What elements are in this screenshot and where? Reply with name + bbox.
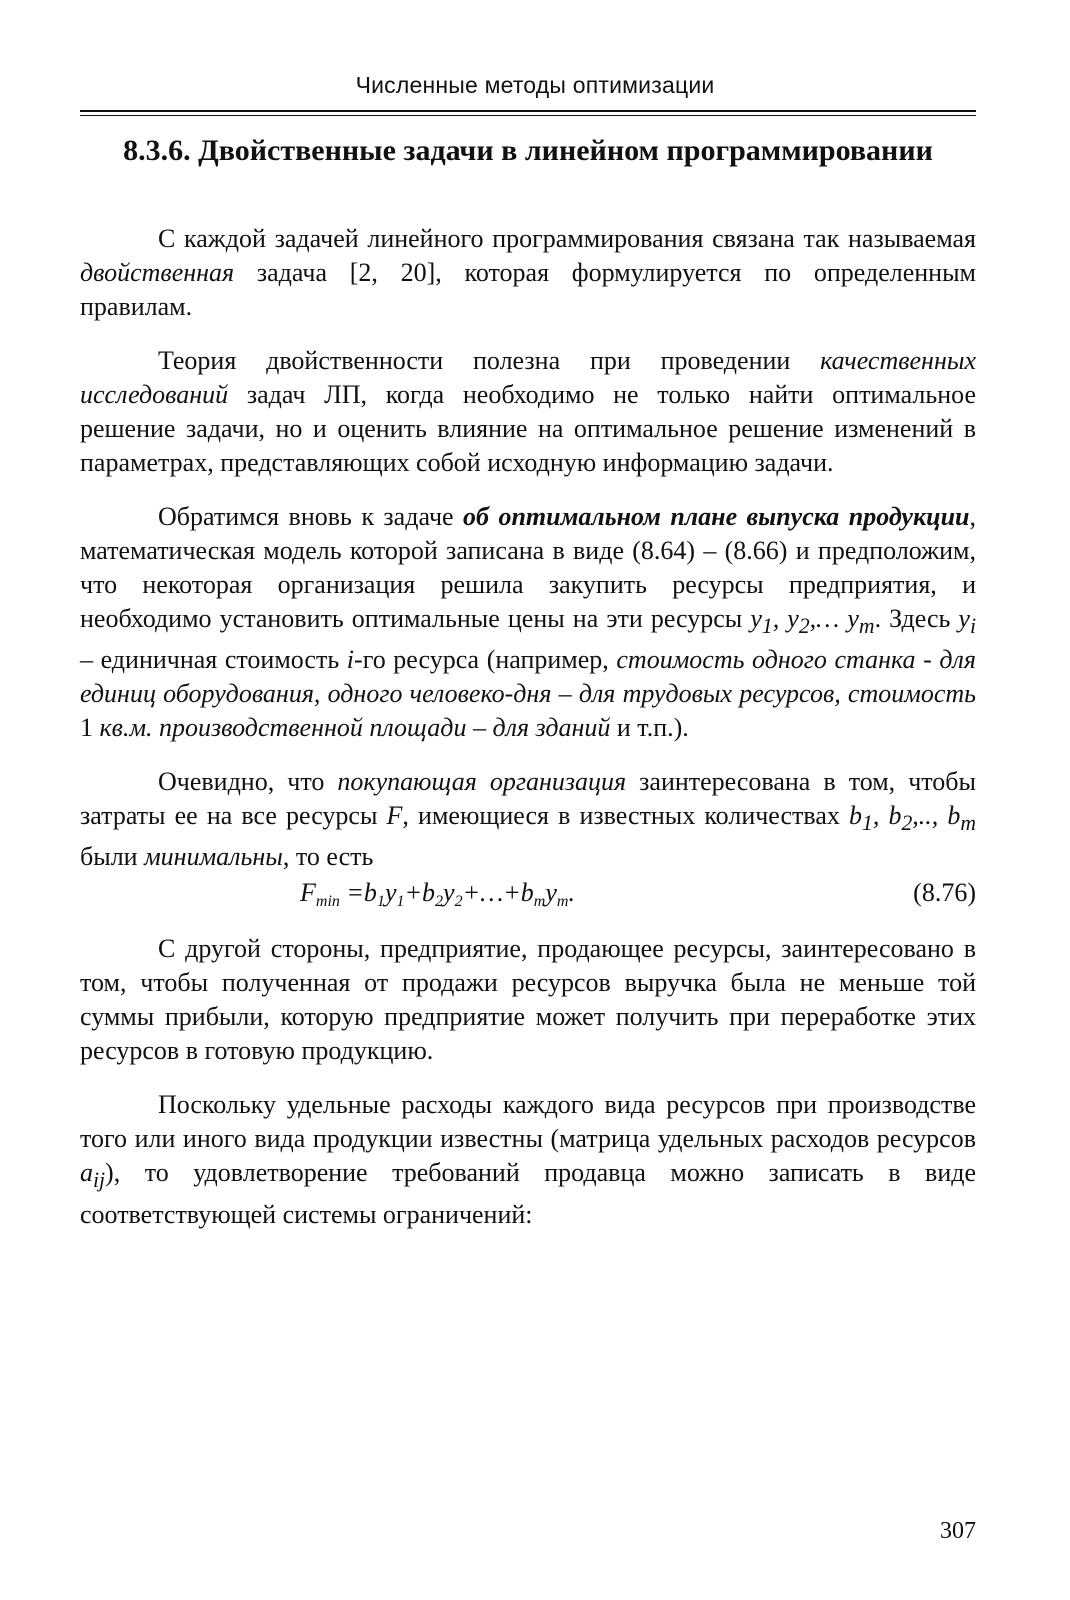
text-run: a (80, 1158, 93, 1188)
text-run: , (872, 801, 889, 831)
page-number: 307 (940, 1518, 976, 1544)
formula-number: (8.76) (913, 878, 976, 908)
text-run: минимальны (144, 842, 283, 872)
text-run: были (80, 842, 145, 872)
paragraph-buyer-interest (80, 765, 976, 874)
text-run: , математическая модель которой записана в виде (8.64) – (8.66) и предположим, что некоторая организация решила закупить ресурсы предприятия, и необходимо установить оптимальные цены на эти ресурсы (80, 502, 976, 633)
formula-subscript: m (556, 893, 569, 911)
text-run: Очевидно, что (158, 767, 338, 797)
text-run: Обратимся вновь к задаче (158, 502, 464, 531)
text-run: ), то удовлетворение требований продавца можно записать в виде соответствующей системы ограничений: (80, 1158, 976, 1229)
text-run: m (960, 811, 977, 836)
text-run: С другой стороны, предприятие, продающее ресурсы, заинтересовано в том, чтобы полученная от продажи ресурсов выручка была не меньше той суммы прибыли, которую предприятие может получить при переработке этих ресурсов в готовую продукцию. (80, 934, 976, 1066)
text-run: и т.п.). (610, 713, 689, 743)
formula-subscript: min (315, 893, 340, 911)
paragraph-seller-interest (80, 932, 976, 1068)
header-double-rule (80, 110, 976, 116)
running-head: Численные методы оптимизации (355, 72, 715, 98)
formula-term: y (545, 878, 557, 908)
paragraph-duality-theory (80, 344, 976, 480)
text-run: i (969, 614, 976, 639)
text-run: , имеющиеся в известных количествах (402, 801, 849, 831)
text-run: b (888, 801, 902, 831)
formula-term: +…+b (462, 878, 534, 908)
text-run: 2 (798, 614, 810, 639)
text-run: Теория двойственности полезна при проведении (158, 346, 821, 375)
text-run: заинтересована в том, чтобы затраты ее на все ресурсы (80, 767, 976, 831)
paragraph-constraints (80, 1088, 976, 1231)
text-run: задача [2, 20], которая формулируется по определенным правилам. (80, 258, 976, 321)
text-run: об оптимальном плане выпуска продукции (463, 502, 970, 531)
text-run: b (848, 801, 862, 831)
formula-term: +b (404, 878, 436, 908)
text-run: 2 (901, 811, 913, 836)
formula-expression (300, 876, 575, 910)
text-run: y (958, 604, 970, 633)
formula-8-76 (80, 876, 976, 916)
text-run: ,.., (912, 801, 948, 831)
paragraph-production-plan (80, 500, 976, 745)
text-run: 1 (761, 614, 773, 639)
text-run: двойственная (80, 258, 235, 287)
formula-subscript: 2 (435, 893, 444, 911)
text-run: -го ресурса (например, (354, 645, 617, 675)
text-run: Поскольку удельные расходы каждого вида ресурсов при производстве того или иного вида продукции известны (матрица удельных расходов ресурсов (80, 1090, 976, 1154)
formula-term: =b (339, 878, 377, 908)
text-run: . Здесь (874, 604, 959, 633)
text-run: покупающая организация (337, 767, 627, 797)
text-run: y (787, 604, 799, 633)
formula-term: y (384, 878, 397, 908)
text-run: i (346, 645, 355, 675)
text-run: – единичная стоимость (80, 645, 347, 675)
formula-subscript: 1 (396, 893, 405, 911)
formula-subscript: 2 (454, 893, 463, 911)
text-run: 1 (861, 811, 873, 836)
text-run: стоимость одного станка - для единиц оборудования, одного человеко-дня – для трудовых ресурсов, стоимость (80, 645, 976, 709)
text-run: y (750, 604, 762, 633)
text-run: y (847, 604, 859, 633)
text-run: , то есть (282, 842, 374, 872)
formula-term: y (443, 878, 455, 908)
formula-term: F (300, 878, 316, 908)
text-run: 1 (80, 713, 100, 743)
text-run: b (947, 801, 961, 831)
text-run: качественных исследований (80, 346, 976, 409)
text-run: ij (93, 1168, 106, 1193)
text-run: m (858, 614, 875, 639)
paragraph-dual-problem-intro (80, 222, 976, 324)
body-text (80, 222, 976, 1252)
text-run: С каждой задачей линейного программирования связана так называемая (158, 224, 976, 253)
text-run: кв.м. производственной площади – для зданий (99, 713, 611, 743)
text-run: ,… (809, 604, 848, 633)
section-heading: 8.3.6. Двойственные задачи в линейном программировании (123, 134, 933, 167)
formula-subscript: m (533, 893, 546, 911)
text-run: F (386, 801, 403, 831)
formula-subscript: 1 (376, 893, 385, 911)
text-run: , (772, 604, 788, 633)
formula-term: . (568, 878, 575, 908)
text-run: задач ЛП, когда необходимо не только найти оптимальное решение задачи, но и оценить влияние на оптимальное решение изменений в параметрах, представляющих собой исходную информацию задачи. (80, 380, 976, 477)
